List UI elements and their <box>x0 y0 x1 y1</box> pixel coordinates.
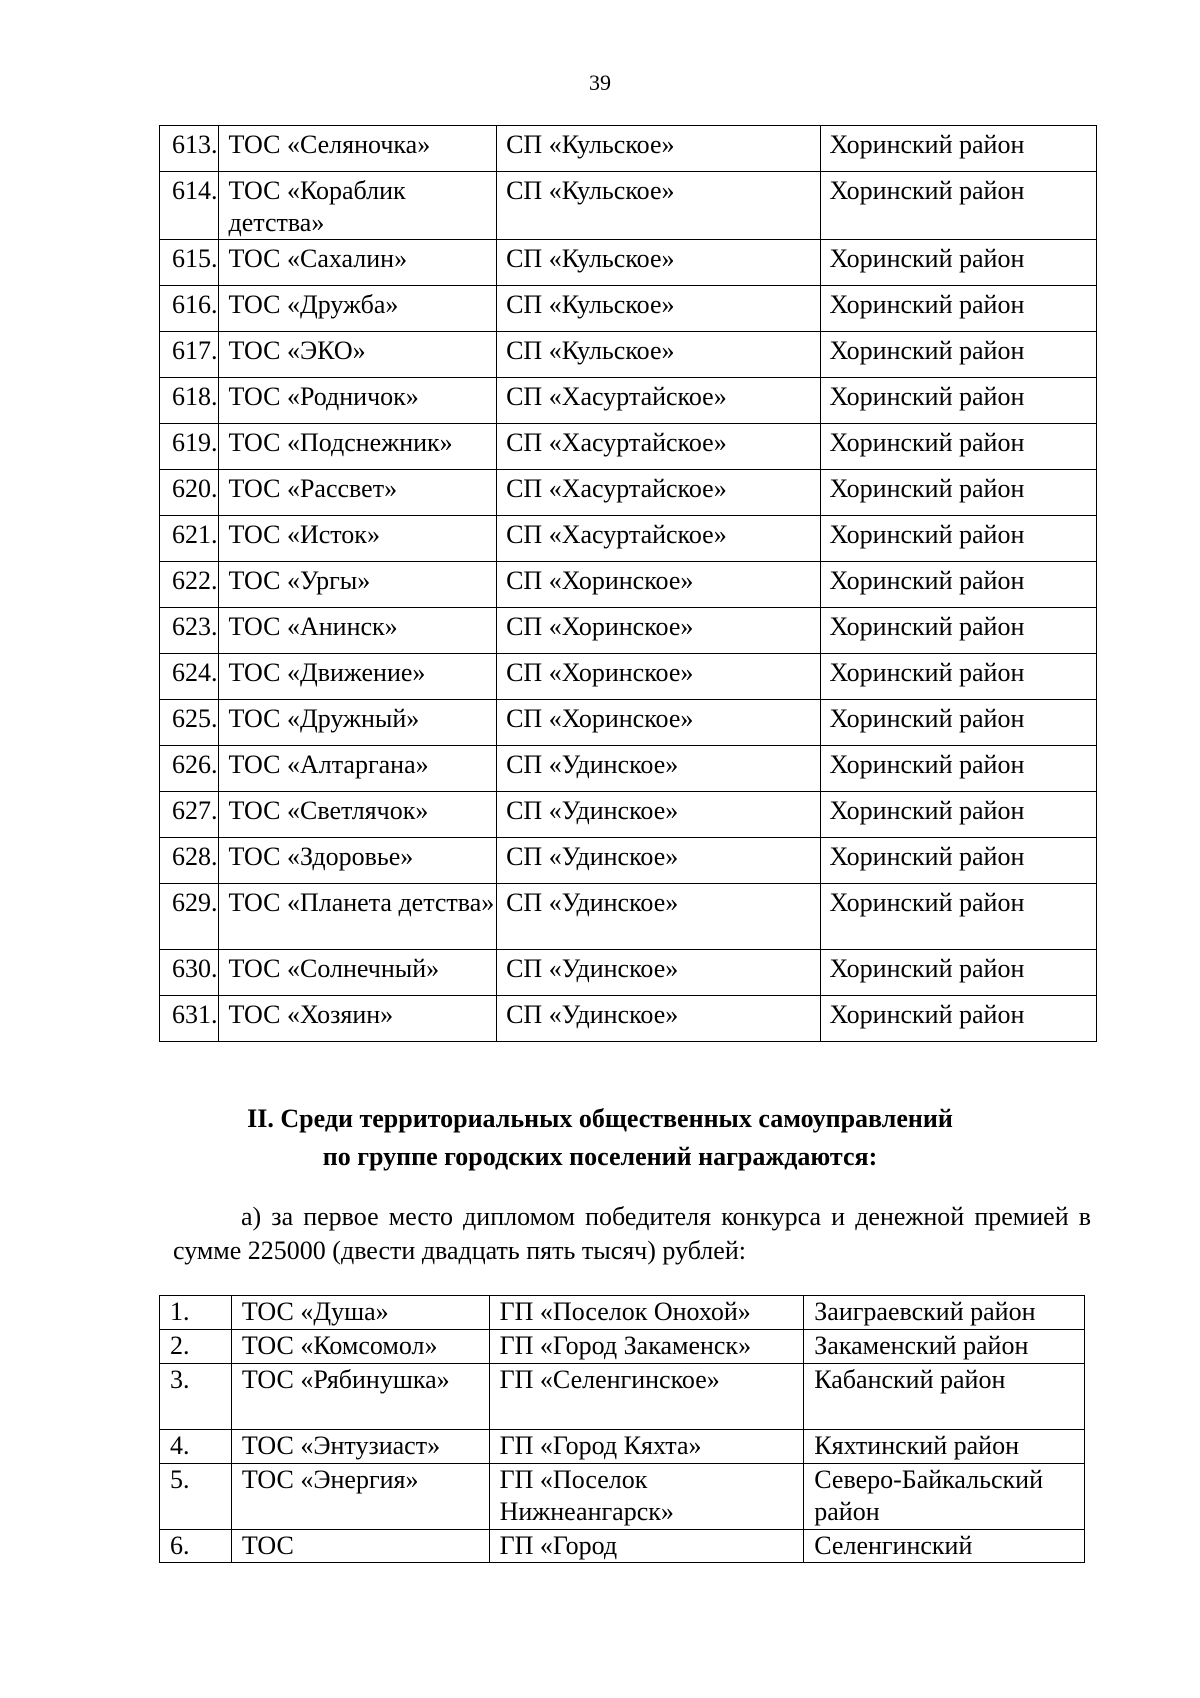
table-row <box>160 378 1097 424</box>
table-row <box>160 996 1097 1042</box>
district-name: Северо-Байкальский район <box>804 1464 1085 1530</box>
table-row <box>160 950 1097 996</box>
district-name: Кяхтинский район <box>804 1430 1085 1464</box>
table-row <box>160 424 1097 470</box>
settlement-name: СП «Хасуртайское» <box>497 424 820 470</box>
row-number: 630. <box>160 950 219 996</box>
settlement-name: СП «Хасуртайское» <box>497 516 820 562</box>
settlement-name: СП «Удинское» <box>497 884 820 950</box>
settlement-name: ГП «Поселок Нижнеангарск» <box>489 1464 804 1530</box>
settlement-name: СП «Хасуртайское» <box>497 378 820 424</box>
table-row <box>160 1530 1085 1563</box>
district-name: Хоринский район <box>820 838 1096 884</box>
row-number: 1. <box>160 1296 232 1330</box>
district-name: Хоринский район <box>820 240 1096 286</box>
row-number: 614. <box>160 172 219 240</box>
settlement-name: ГП «Поселок Онохой» <box>489 1296 804 1330</box>
row-number: 621. <box>160 516 219 562</box>
tos-name: ТОС «Светлячок» <box>218 792 497 838</box>
tos-name: ТОС «Алтаргана» <box>218 746 497 792</box>
row-number: 2. <box>160 1330 232 1364</box>
settlement-name: ГП «Город Закаменск» <box>489 1330 804 1364</box>
tos-name: ТОС «Душа» <box>231 1296 489 1330</box>
table-row <box>160 1330 1085 1364</box>
settlement-name: СП «Хоринское» <box>497 654 820 700</box>
tos-name: ТОС «Солнечный» <box>218 950 497 996</box>
row-number: 626. <box>160 746 219 792</box>
row-number: 615. <box>160 240 219 286</box>
district-name: Хоринский район <box>820 126 1096 172</box>
table-row <box>160 172 1097 240</box>
district-name: Закаменский район <box>804 1330 1085 1364</box>
row-number: 628. <box>160 838 219 884</box>
tos-name: ТОС «Энтузиаст» <box>231 1430 489 1464</box>
tos-name: ТОС «Планета детства» <box>218 884 497 950</box>
table-row <box>160 884 1097 950</box>
district-name: Хоринский район <box>820 608 1096 654</box>
tos-name: ТОС «Здоровье» <box>218 838 497 884</box>
table-row <box>160 1364 1085 1430</box>
section-heading-line-2: по группе городских поселений награждаются: <box>322 1142 878 1171</box>
tos-name: ТОС «Сахалин» <box>218 240 497 286</box>
settlement-name: СП «Кульское» <box>497 126 820 172</box>
settlement-name: СП «Хасуртайское» <box>497 470 820 516</box>
district-name: Хоринский район <box>820 562 1096 608</box>
settlement-name: ГП «Селенгинское» <box>489 1364 804 1430</box>
tos-name: ТОС «Рябинушка» <box>231 1364 489 1430</box>
settlement-name: СП «Кульское» <box>497 332 820 378</box>
settlement-name: СП «Удинское» <box>497 746 820 792</box>
district-name: Хоринский район <box>820 996 1096 1042</box>
row-number: 631. <box>160 996 219 1042</box>
district-awards-table <box>159 125 1097 1042</box>
table-row <box>160 1464 1085 1530</box>
settlement-name: СП «Хоринское» <box>497 562 820 608</box>
district-name: Хоринский район <box>820 424 1096 470</box>
table-row <box>160 286 1097 332</box>
table-row <box>160 1430 1085 1464</box>
tos-name: ТОС «Дружба» <box>218 286 497 332</box>
row-number: 625. <box>160 700 219 746</box>
urban-awards-table <box>159 1295 1085 1563</box>
table-row <box>160 126 1097 172</box>
district-name: Хоринский район <box>820 470 1096 516</box>
page-number: 39 <box>589 70 611 95</box>
tos-name: ТОС «Хозяин» <box>218 996 497 1042</box>
table-row <box>160 240 1097 286</box>
row-number: 627. <box>160 792 219 838</box>
tos-name: ТОС <box>231 1530 489 1563</box>
table-row <box>160 746 1097 792</box>
settlement-name: СП «Кульское» <box>497 286 820 332</box>
settlement-name: СП «Удинское» <box>497 792 820 838</box>
section-heading <box>0 1100 1200 1176</box>
row-number: 613. <box>160 126 219 172</box>
district-name: Хоринский район <box>820 332 1096 378</box>
settlement-name: СП «Удинское» <box>497 996 820 1042</box>
row-number: 4. <box>160 1430 232 1464</box>
tos-name: ТОС «Родничок» <box>218 378 497 424</box>
tos-name: ТОС «Энергия» <box>231 1464 489 1530</box>
district-name: Кабанский район <box>804 1364 1085 1430</box>
award-paragraph-text: а) за первое место дипломом победителя конкурса и денежной премией в сумме 225000 (двести двадцать пять тысяч) рублей: <box>173 1202 1091 1265</box>
tos-name: ТОС «Селяночка» <box>218 126 497 172</box>
settlement-name: СП «Хоринское» <box>497 608 820 654</box>
settlement-name: ГП «Город Кяхта» <box>489 1430 804 1464</box>
district-name: Хоринский район <box>820 884 1096 950</box>
settlement-name: СП «Кульское» <box>497 172 820 240</box>
table-row <box>160 332 1097 378</box>
district-name: Селенгинский <box>804 1530 1085 1563</box>
tos-name: ТОС «Ургы» <box>218 562 497 608</box>
row-number: 620. <box>160 470 219 516</box>
district-name: Хоринский район <box>820 746 1096 792</box>
district-name: Хоринский район <box>820 516 1096 562</box>
row-number: 618. <box>160 378 219 424</box>
row-number: 617. <box>160 332 219 378</box>
settlement-name: ГП «Город <box>489 1530 804 1563</box>
district-name: Хоринский район <box>820 792 1096 838</box>
row-number: 5. <box>160 1464 232 1530</box>
table-row <box>160 792 1097 838</box>
district-name: Хоринский район <box>820 700 1096 746</box>
row-number: 6. <box>160 1530 232 1563</box>
award-paragraph <box>173 1200 1091 1268</box>
settlement-name: СП «Удинское» <box>497 838 820 884</box>
table-row <box>160 1296 1085 1330</box>
tos-name: ТОС «Кораблик детства» <box>218 172 497 240</box>
tos-name: ТОС «Комсомол» <box>231 1330 489 1364</box>
row-number: 629. <box>160 884 219 950</box>
row-number: 624. <box>160 654 219 700</box>
tos-name: ТОС «Движение» <box>218 654 497 700</box>
table-row <box>160 700 1097 746</box>
row-number: 616. <box>160 286 219 332</box>
settlement-name: СП «Хоринское» <box>497 700 820 746</box>
row-number: 622. <box>160 562 219 608</box>
tos-name: ТОС «Анинск» <box>218 608 497 654</box>
table-row <box>160 516 1097 562</box>
district-name: Хоринский район <box>820 378 1096 424</box>
section-heading-line-1: II. Среди территориальных общественных самоуправлений <box>247 1104 953 1133</box>
table-row <box>160 654 1097 700</box>
district-name: Хоринский район <box>820 950 1096 996</box>
district-name: Заиграевский район <box>804 1296 1085 1330</box>
table-row <box>160 470 1097 516</box>
district-name: Хоринский район <box>820 286 1096 332</box>
row-number: 623. <box>160 608 219 654</box>
tos-name: ТОС «Рассвет» <box>218 470 497 516</box>
district-name: Хоринский район <box>820 654 1096 700</box>
row-number: 3. <box>160 1364 232 1430</box>
settlement-name: СП «Кульское» <box>497 240 820 286</box>
row-number: 619. <box>160 424 219 470</box>
tos-name: ТОС «ЭКО» <box>218 332 497 378</box>
tos-name: ТОС «Исток» <box>218 516 497 562</box>
table-row <box>160 838 1097 884</box>
tos-name: ТОС «Подснежник» <box>218 424 497 470</box>
district-name: Хоринский район <box>820 172 1096 240</box>
settlement-name: СП «Удинское» <box>497 950 820 996</box>
tos-name: ТОС «Дружный» <box>218 700 497 746</box>
table-row <box>160 562 1097 608</box>
table-row <box>160 608 1097 654</box>
